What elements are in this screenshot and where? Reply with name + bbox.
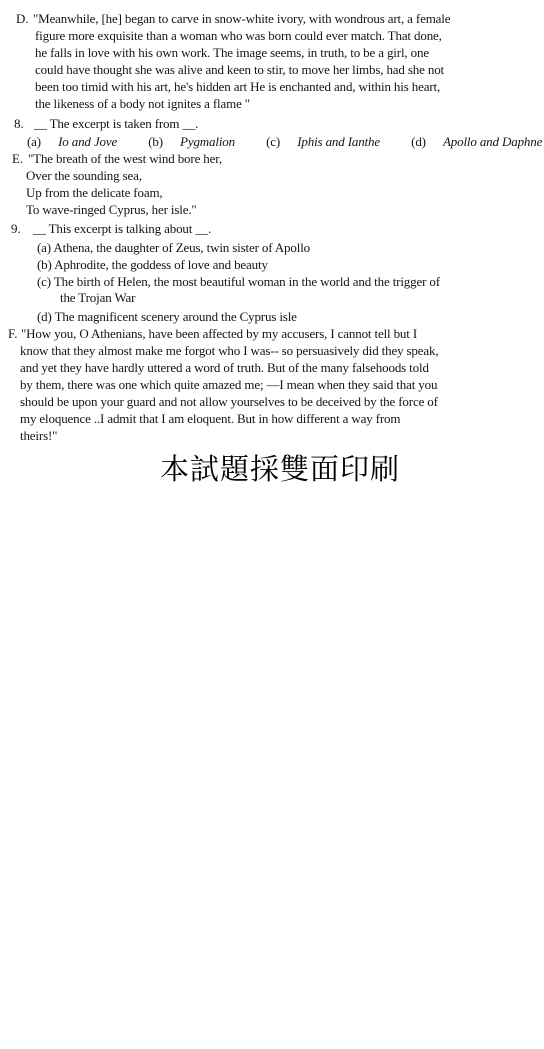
question-9-stem: __ This excerpt is talking about __. xyxy=(33,221,212,236)
option-c-text: Iphis and Ianthe xyxy=(297,134,381,149)
option-text: Aphrodite, the goddess of love and beauty xyxy=(54,257,268,272)
question-8-options xyxy=(27,134,544,150)
passage-d-line: figure more exquisite than a woman who was born could ever match. That done, xyxy=(35,28,442,43)
option-b-text: Pygmalion xyxy=(180,134,236,149)
passage-e-line: Over the sounding sea, xyxy=(26,168,142,183)
passage-f-line: should be upon your guard and not allow yourselves to be deceived by the force of xyxy=(20,394,438,409)
question-9-number: 9. xyxy=(11,221,21,236)
option-a-text: Io and Jove xyxy=(58,134,118,149)
passage-f-line: theirs!" xyxy=(20,428,58,443)
passage-f-line: "How you, O Athenians, have been affected by my accusers, I cannot tell but I xyxy=(21,326,418,341)
passage-d-line: "Meanwhile, [he] began to carve in snow-white ivory, with wondrous art, a female xyxy=(33,11,451,26)
option-d xyxy=(411,134,544,149)
question-9-option-a xyxy=(37,240,310,256)
passage-f-label: F. xyxy=(8,326,18,341)
passage-e-line: "The breath of the west wind bore her, xyxy=(28,151,223,166)
question-9-option-c-continued: the Trojan War xyxy=(60,290,136,305)
option-b-label: (b) xyxy=(148,134,163,149)
option-text: Athena, the daughter of Zeus, twin sister of Apollo xyxy=(53,240,311,255)
question-9-option-d xyxy=(37,309,297,325)
double-sided-printing-note: 本試題採雙面印刷 xyxy=(160,452,401,486)
passage-d-label: D. xyxy=(16,11,29,26)
option-a-label: (a) xyxy=(27,134,41,149)
passage-e-label: E. xyxy=(12,151,24,166)
question-8-number: 8. xyxy=(14,116,24,131)
option-c-label: (c) xyxy=(266,134,281,149)
passage-d-line: could have thought she was alive and keen to stir, to move her limbs, had she not xyxy=(35,62,445,77)
option-label: (a) xyxy=(37,240,51,255)
option-c xyxy=(266,134,394,149)
option-label: (c) xyxy=(37,274,51,289)
passage-f-line: my eloquence ..I admit that I am eloquent. But in how different a way from xyxy=(20,411,401,426)
option-label: (b) xyxy=(37,257,52,272)
question-9-option-b xyxy=(37,257,268,273)
option-d-label: (d) xyxy=(411,134,426,149)
passage-e-line: To wave-ringed Cyprus, her isle." xyxy=(26,202,197,217)
option-d-text: Apollo and Daphne xyxy=(442,134,543,149)
passage-f-line: and yet they have hardly uttered a word of truth. But of the many falsehoods told xyxy=(20,360,429,375)
passage-f-line: by them, there was one which quite amazed me; —I mean when they said that you xyxy=(20,377,438,392)
passage-e-line: Up from the delicate foam, xyxy=(26,185,163,200)
option-a xyxy=(27,134,131,149)
question-9-option-c xyxy=(37,274,440,290)
option-text: The birth of Helen, the most beautiful woman in the world and the trigger of xyxy=(53,274,440,289)
passage-f-line: know that they almost make me forgot who I was-- so persuasively did they speak, xyxy=(20,343,439,358)
passage-d-line: the likeness of a body not ignites a flame " xyxy=(35,96,250,111)
question-8-stem: __ The excerpt is taken from __. xyxy=(34,116,199,131)
passage-d-line: been too timid with his art, he's hidden art He is enchanted and, within his heart, xyxy=(35,79,441,94)
option-b xyxy=(148,134,249,149)
passage-d-line: he falls in love with his own work. The image seems, in truth, to be a girl, one xyxy=(35,45,429,60)
option-label: (d) xyxy=(37,309,52,324)
option-text: The magnificent scenery around the Cyprus isle xyxy=(54,309,297,324)
